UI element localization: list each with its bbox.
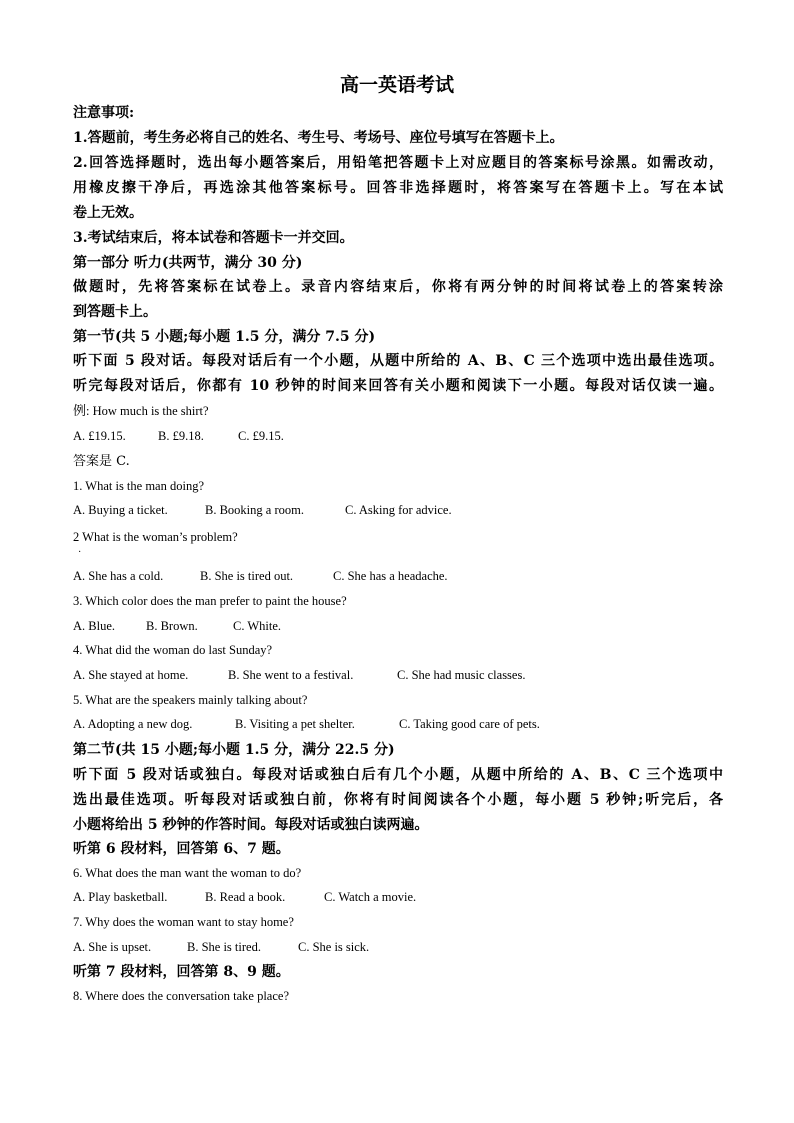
q6-option-c: C. Watch a movie.: [324, 890, 417, 904]
part1-intro-line-1: 做题时，先将答案标在试卷上。录音内容结束后，你将有两分钟的时间将试卷上的答案转涂: [73, 279, 723, 295]
question-2: 2 What is the woman’s problem?: [73, 530, 238, 544]
example-label: 例: [73, 404, 87, 419]
example-option-a: A. £19.15.: [73, 429, 126, 443]
question-5: 5. What are the speakers mainly talking about?: [73, 693, 308, 707]
q6-option-b: B. Read a book.: [205, 890, 286, 904]
page-title: 高一英语考试: [339, 74, 454, 96]
question-8: 8. Where does the conversation take place?: [73, 989, 289, 1003]
q3-option-c: C. White.: [233, 619, 282, 633]
example-option-c: C. £9.15.: [238, 429, 284, 443]
part1-intro-line-2: 到答题卡上。: [73, 304, 157, 320]
q4-option-b: B. She went to a festival.: [228, 668, 354, 682]
q4-option-a: A. She stayed at home.: [73, 668, 189, 682]
part1-heading: 第一部分 听力(共两节，满分 30 分): [73, 255, 303, 271]
section2-heading: 第二节(共 15 小题;每小题 1.5 分，满分 22.5 分): [73, 742, 395, 758]
stray-dot: ·: [78, 547, 82, 558]
q1-option-b: B. Booking a room.: [205, 503, 304, 517]
section2-instruction-line-3: 小题将给出 5 秒钟的作答时间。每段对话或独白读两遍。: [73, 817, 429, 833]
question-1: 1. What is the man doing?: [73, 479, 204, 493]
material-6-heading: 听第 6 段材料，回答第 6、7 题。: [73, 841, 290, 857]
note-3: 3.考试结束后，将本试卷和答题卡一并交回。: [73, 230, 354, 246]
q2-option-c: C. She has a headache.: [333, 569, 448, 583]
question-6: 6. What does the man want the woman to do?: [73, 866, 302, 880]
q6-option-a: A. Play basketball.: [73, 890, 168, 904]
example-answer: 答案是 C.: [73, 454, 130, 469]
material-7-heading: 听第 7 段材料，回答第 8、9 题。: [73, 964, 290, 980]
example-option-b: B. £9.18.: [158, 429, 204, 443]
q3-option-a: A. Blue.: [73, 619, 116, 633]
section2-instruction-line-1: 听下面 5 段对话或独白。每段对话或独白后有几个小题，从题中所给的 A、B、C 三个选项中: [73, 767, 723, 783]
q7-option-a: A. She is upset.: [73, 940, 152, 954]
question-3: 3. Which color does the man prefer to paint the house?: [73, 594, 347, 608]
example-question-text: : How much is the shirt?: [86, 404, 209, 418]
q3-option-b: B. Brown.: [146, 619, 198, 633]
q7-option-b: B. She is tired.: [187, 940, 261, 954]
q5-option-b: B. Visiting a pet shelter.: [235, 717, 355, 731]
note-1: 1.答题前，考生务必将自己的姓名、考生号、考场号、座位号填写在答题卡上。: [73, 130, 564, 146]
question-7: 7. Why does the woman want to stay home?: [73, 915, 294, 929]
q1-option-a: A. Buying a ticket.: [73, 503, 168, 517]
q2-option-b: B. She is tired out.: [200, 569, 294, 583]
q4-option-c: C. She had music classes.: [397, 668, 526, 682]
section2-instruction-line-2: 选出最佳选项。听每段对话或独白前，你将有时间阅读各个小题，每小题 5 秒钟;听完后，各: [73, 792, 723, 808]
note-2-line-2: 用橡皮擦干净后，再选涂其他答案标号。回答非选择题时，将答案写在答题卡上。写在本试: [73, 180, 723, 196]
section1-instruction-line-2: 听完每段对话后，你都有 10 秒钟的时间来回答有关小题和阅读下一小题。每段对话仅读一遍。: [73, 378, 723, 394]
notes-heading: 注意事项:: [73, 105, 135, 121]
q5-option-c: C. Taking good care of pets.: [399, 717, 540, 731]
note-2-line-1: 2.回答选择题时，选出每小题答案后，用铅笔把答题卡上对应题目的答案标号涂黑。如需改动，: [73, 155, 723, 171]
question-4: 4. What did the woman do last Sunday?: [73, 643, 273, 657]
q5-option-a: A. Adopting a new dog.: [73, 717, 193, 731]
q2-option-a: A. She has a cold.: [73, 569, 164, 583]
q7-option-c: C. She is sick.: [298, 940, 370, 954]
note-2-line-3: 卷上无效。: [73, 205, 143, 221]
q1-option-c: C. Asking for advice.: [345, 503, 452, 517]
section1-instruction-line-1: 听下面 5 段对话。每段对话后有一个小题，从题中所给的 A、B、C 三个选项中选出最佳选项。: [73, 353, 723, 369]
example-question: [73, 405, 209, 418]
section1-heading: 第一节(共 5 小题;每小题 1.5 分，满分 7.5 分): [73, 329, 376, 345]
